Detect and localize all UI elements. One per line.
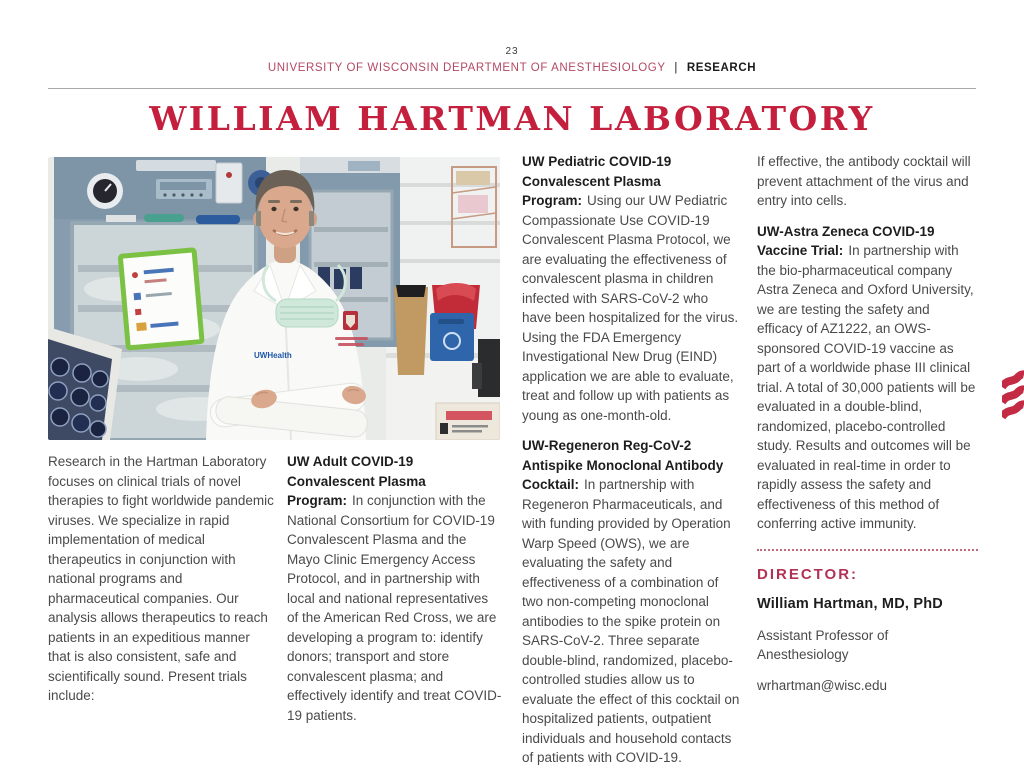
astrazeneca-program-body: In partnership with the bio-pharmaceutical company Astra Zeneca and Oxford University, we are testing the safety and efficacy of AZ1222, an OWS-sponsored COVID-19 vaccine as part of a worldwide phase III clinical trial. A total of 30,000 patients will be evaluated in a double-blind, randomized, placebo-controlled study. Results and outcomes will be evaluated in real-time in order to rapidly assess the safety and effectiveness of this method of conferring active immunity. (757, 243, 976, 531)
pediatric-program-paragraph (522, 152, 740, 425)
header-department: UNIVERSITY OF WISCONSIN DEPARTMENT OF ANESTHESIOLOGY (267, 62, 666, 74)
column-astrazeneca-director (757, 152, 978, 706)
regeneron-program-heading: UW-Regeneron Reg-CoV-2 Antispike Monoclonal Antibody Cocktail: (522, 438, 724, 492)
fridge-sign (120, 250, 202, 348)
astrazeneca-program-paragraph (757, 222, 978, 534)
adult-program-paragraph (287, 452, 503, 725)
page-title: WILLIAM HARTMAN LABORATORY (149, 99, 875, 138)
running-header (0, 62, 1024, 74)
director-email: wrhartman@wisc.edu (757, 677, 887, 693)
director-divider (757, 549, 978, 551)
director-name: William Hartman, MD, PhD (757, 596, 943, 612)
page-number: 23 (505, 46, 519, 57)
motion-flag-icon (1002, 366, 1024, 424)
header-divider: | (674, 62, 679, 74)
intro-paragraph: Research in the Hartman Laboratory focuses on clinical trials of novel therapies to fight worldwide pandemic viruses. We specialize in rapid implementation of medical therapeutics in conjunction with national programs and pharmaceutical companies. Our analysis allows therapeutics to reach patients in an expeditious manner that is also consistent, safe and scientifically sound. Present trials include: (48, 454, 274, 703)
regeneron-program-body: In partnership with Regeneron Pharmaceuticals, and with funding provided by Operation Warp Speed (OWS), we are evaluating the safety and effectiveness of a combination of two non-competing monoclonal antibodies to the spike protein on SARS-CoV-2. Three separate double-blind, randomized, placebo-controlled studies allow us to evaluate the effect of this cocktail on hospitalized patients, outpatient individuals and household contacts of patients with COVID-19. (522, 477, 740, 765)
pediatric-program-body: Using our UW Pediatric Compassionate Use COVID-19 Convalescent Plasma Protocol, we are evaluating the effectiveness of convalescent plasma in children infected with SARS-CoV-2 who have been hospitalized for the virus. Using the FDA Emergency Investigational New Drug (EIND) application we are able to evaluate, treat and follow up with patients as young as one-month-old. (522, 193, 739, 423)
lab-photo-illustration (48, 157, 500, 440)
regeneron-program-paragraph (522, 436, 740, 768)
header-rule (48, 88, 976, 89)
coat-logo-text: UWHealth (254, 351, 292, 360)
pediatric-program-heading: UW Pediatric COVID-19 Convalescent Plasma Program: (522, 154, 672, 208)
column-pediatric-regeneron (522, 152, 740, 779)
regeneron-continuation-paragraph: If effective, the antibody cocktail will prevent attachment of the virus and entry into cells. (757, 154, 971, 208)
adult-program-heading: UW Adult COVID-19 Convalescent Plasma Program: (287, 454, 426, 508)
header-section: RESEARCH (686, 62, 757, 74)
adult-program-body: In conjunction with the National Consortium for COVID-19 Convalescent Plasma and the Mayo Clinic Emergency Access Protocol, and in partnership with local and national representatives of the American Red Cross, we are developing a program to: identify donors; transport and store convalescent plasma; and effectively identify and treat COVID-19 patients. (287, 493, 502, 723)
astrazeneca-program-heading: UW-Astra Zeneca COVID-19 Vaccine Trial: (757, 223, 935, 258)
column-adult-program (287, 452, 503, 736)
director-label: DIRECTOR: (757, 565, 859, 583)
director-role: Assistant Professor of Anesthesiology (757, 627, 889, 662)
lab-photo (48, 157, 500, 440)
column-intro (48, 452, 276, 717)
